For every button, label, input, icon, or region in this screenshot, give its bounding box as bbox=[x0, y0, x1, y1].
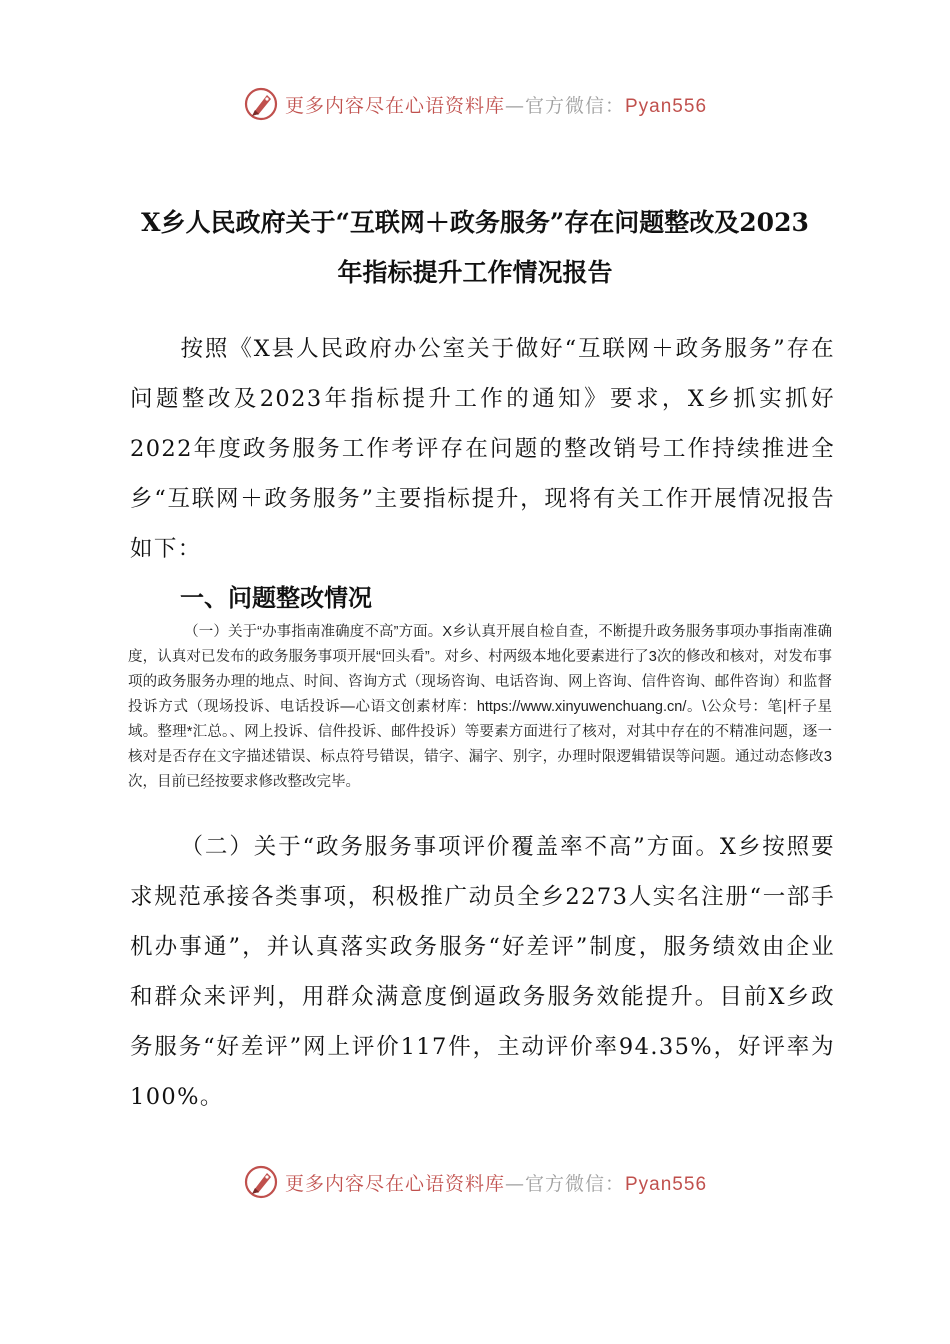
header-banner bbox=[0, 82, 950, 126]
banner-text bbox=[285, 91, 707, 118]
pen-nib-logo-icon bbox=[243, 86, 279, 122]
section-heading: 一、问题整改情况 bbox=[180, 584, 372, 612]
item2-paragraph bbox=[130, 822, 835, 1122]
banner-main-text: 更多内容尽在心语资料库 bbox=[284, 94, 505, 117]
document-title-line1: X乡人民政府关于“互联网＋政务服务”存在问题整改及2023 bbox=[141, 208, 809, 237]
item1-text: （一）关于“办事指南准确度不高”方面。X乡认真开展自检自查，不断提升政务服务事项办事指南准确度，认真对已发布的政务服务事项开展“回头看”。对乡、村两级本地化要素进行了3次的修改和核对，对发布事项的政务服务办理的地点、时间、咨询方式（现场咨询、电话咨询、网上咨询、信件咨询、邮件咨询）和监督投诉方式（现场投诉、电话投诉—心语文创素材库：https://www.xinyuwenchuang.cn/。\公众号：笔|杆子星域。整理*汇总。、网上投诉、信件投诉、邮件投诉）等要素方面进行了核对，对其中存在的不精准问题，逐一核对是否存在文字描述错误、标点符号错误，错字、漏字、别字，办理时限逻辑错误等问题。通过动态修改3次，目前已经按要求修改整改完毕。 bbox=[128, 624, 832, 790]
intro-text: 按照《X县人民政府办公室关于做好“互联网＋政务服务”存在问题整改及2023年指标提升工作的通知》要求，X乡抓实抓好2022年度政务服务工作考评存在问题的整改销号工作持续推进全乡“互联网＋政务服务”主要指标提升，现将有关工作开展情况报告如下： bbox=[130, 336, 835, 562]
banner-text bbox=[285, 1169, 707, 1196]
footer-banner bbox=[0, 1160, 950, 1204]
banner-separator-text: —官方微信： bbox=[504, 1172, 625, 1195]
document-title-line2: 年指标提升工作情况报告 bbox=[337, 258, 613, 287]
banner-wechat-id: Pyan556 bbox=[625, 95, 708, 117]
banner-wechat-id: Pyan556 bbox=[625, 1173, 708, 1195]
intro-paragraph bbox=[130, 324, 835, 574]
item2-text: （二）关于“政务服务事项评价覆盖率不高”方面。X乡按照要求规范承接各类事项，积极推广动员全乡2273人实名注册“一部手机办事通”，并认真落实政务服务“好差评”制度，服务绩效由企业和群众来评判，用群众满意度倒逼政务服务效能提升。目前X乡政务服务“好差评”网上评价117件，主动评价率94.35%，好评率为100%。 bbox=[130, 834, 835, 1110]
banner-separator-text: —官方微信： bbox=[504, 94, 625, 117]
item1-paragraph bbox=[128, 620, 832, 795]
pen-nib-logo-icon bbox=[243, 1164, 279, 1200]
banner-main-text: 更多内容尽在心语资料库 bbox=[284, 1172, 505, 1195]
